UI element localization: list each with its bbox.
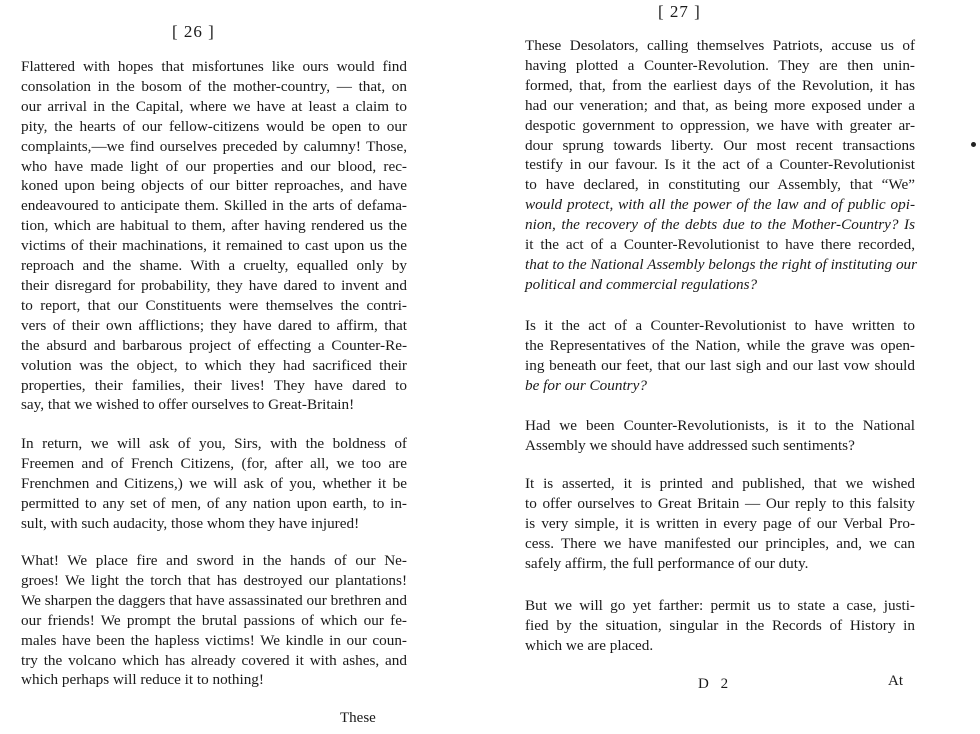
- text-line: which perhaps will reduce it to nothing!: [21, 671, 264, 689]
- text-line: the Representatives of the Nation, while the grave was open-: [525, 336, 915, 354]
- text-line: having plotted a Counter-Revolution. They are then unin-: [525, 56, 915, 74]
- catchword: At: [888, 673, 903, 689]
- text-line: it the act of a Counter-Revolutionist to have there recorded,: [525, 236, 915, 254]
- text-line: say, that we wished to offer ourselves to Great-Britain!: [21, 396, 355, 414]
- paragraph: [511, 36, 918, 295]
- text-line: would protect, with all the power of the law and of public opi-: [525, 196, 915, 214]
- text-line: to have declared, in constituting our Assembly, that “We”: [525, 176, 915, 194]
- text-line: testify in our favour. Is it the act of a Counter-Revolutionist: [525, 156, 915, 174]
- catchword: These: [340, 710, 376, 726]
- text-line: complaints,—we find ourselves preceded by calumny! Those,: [21, 137, 407, 155]
- text-line: In return, we will ask of you, Sirs, with the boldness of: [21, 435, 407, 452]
- text-line: sult, with such audacity, those whom they have injured!: [21, 514, 360, 532]
- paragraph: [511, 416, 915, 456]
- text-line: to offer ourselves to Great Britain — Our reply to this falsity: [525, 494, 915, 512]
- text-line: What! We place fire and sword in the hands of our Ne-: [21, 552, 407, 569]
- text-line: But we will go yet farther: permit us to state a case, justi-: [525, 597, 915, 614]
- text-line: the absurd and barbarous project of effecting a Counter-Re-: [21, 336, 407, 354]
- text-line: Is it the act of a Counter-Revolutionist to have written to: [525, 317, 915, 334]
- text-line: groes! We light the torch that has destroyed our plantations!: [21, 571, 407, 589]
- text-line: political and commercial regulations?: [525, 275, 758, 293]
- page-number: [ 26 ]: [172, 22, 215, 41]
- text-line: had our veneration; and that, as being more exposed under a: [525, 96, 915, 114]
- text-line: cess. There we have manifested our principles, and, we can: [525, 534, 915, 552]
- paragraph: [511, 474, 915, 574]
- text-line: pity, the hearts of our fellow-citizens would be open to our: [21, 117, 407, 135]
- text-line: try the volcano which has already covered it with ashes, and: [21, 651, 407, 669]
- text-line: who have made light of our properties and our blood, rec-: [21, 157, 407, 175]
- text-line: Had we been Counter-Revolutionists, is it to the National: [525, 417, 915, 434]
- right-page: [490, 0, 980, 734]
- signature-mark: D 2: [698, 676, 733, 692]
- paragraph: [7, 434, 407, 534]
- text-line: properties, their families, their lives! They have dared to: [21, 376, 407, 394]
- text-line: nion, the recovery of the debts due to the Mother-Country? Is: [525, 216, 915, 234]
- text-line: tion, which are habitual to them, after having rendered us the: [21, 217, 407, 235]
- text-line: These Desolators, calling themselves Patriots, accuse us of: [525, 37, 915, 54]
- text-line: which we are placed.: [525, 636, 654, 654]
- text-line: permitted to any set of men, of any nation upon earth, to in-: [21, 494, 407, 512]
- text-line: Freemen and of French Citizens, (for, after all, we too are: [21, 454, 407, 472]
- text-line: our friends! We prompt the brutal passions of which our fe-: [21, 611, 407, 629]
- text-line: their disregard for probability, they have dared to invent and: [21, 276, 407, 294]
- text-line: Frenchmen and Citizens,) we will ask of you, whether it be: [21, 474, 407, 492]
- text-line: our arrival in the Capital, where we have at least a claim to: [21, 97, 407, 115]
- text-line: volution was the object, to which they had sacrificed their: [21, 356, 407, 374]
- paragraph: [511, 596, 915, 656]
- text-line: despotic government to oppression, we have with greater ar-: [525, 116, 915, 134]
- text-line: ing beneath our feet, that our last sigh and our last vow should: [525, 356, 915, 374]
- text-line: that to the National Assembly belongs the right of instituting our: [525, 255, 918, 273]
- ink-spot: [971, 142, 976, 147]
- text-line: endeavoured to anticipate them. Skilled in the arts of defama-: [21, 197, 407, 215]
- text-line: vers of their own afflictions; they have dared to affirm, that: [21, 316, 407, 334]
- text-line: Assembly we should have addressed such sentiments?: [525, 436, 855, 454]
- text-line: consolation in the bosom of the mother-country, — that, on: [21, 77, 407, 95]
- paragraph: [511, 316, 915, 396]
- text-line: We sharpen the daggers that have assassinated our brethren and: [21, 591, 407, 609]
- paragraph: [7, 57, 407, 415]
- text-line: reproach and the shame. With a cruelty, equalled only by: [21, 257, 407, 275]
- paragraph: [7, 551, 407, 690]
- text-line: safely affirm, the full performance of our duty.: [525, 554, 809, 572]
- text-line: Flattered with hopes that misfortunes like ours would find: [21, 58, 407, 75]
- text-line: victims of their machinations, it remained to cast upon us the: [21, 237, 407, 255]
- text-line: fied by the situation, singular in the Records of History in: [525, 616, 915, 634]
- text-line: males have been the hapless victims! We kindle in our coun-: [21, 631, 407, 649]
- text-line: is very simple, it is written in every page of our Verbal Pro-: [525, 514, 915, 532]
- text-line: It is asserted, it is printed and published, that we wished: [525, 475, 915, 492]
- text-line: formed, that, from the earliest days of the Revolution, it has: [525, 76, 915, 94]
- text-line: be for our Country?: [525, 376, 647, 394]
- text-line: dour sprung towards liberty. Our most recent transactions: [525, 136, 915, 154]
- page-number: [ 27 ]: [658, 2, 701, 21]
- text-line: koned upon being objects of our bitter reproaches, and have: [21, 177, 407, 195]
- text-line: to report, that our Constituents were themselves the contri-: [21, 296, 407, 314]
